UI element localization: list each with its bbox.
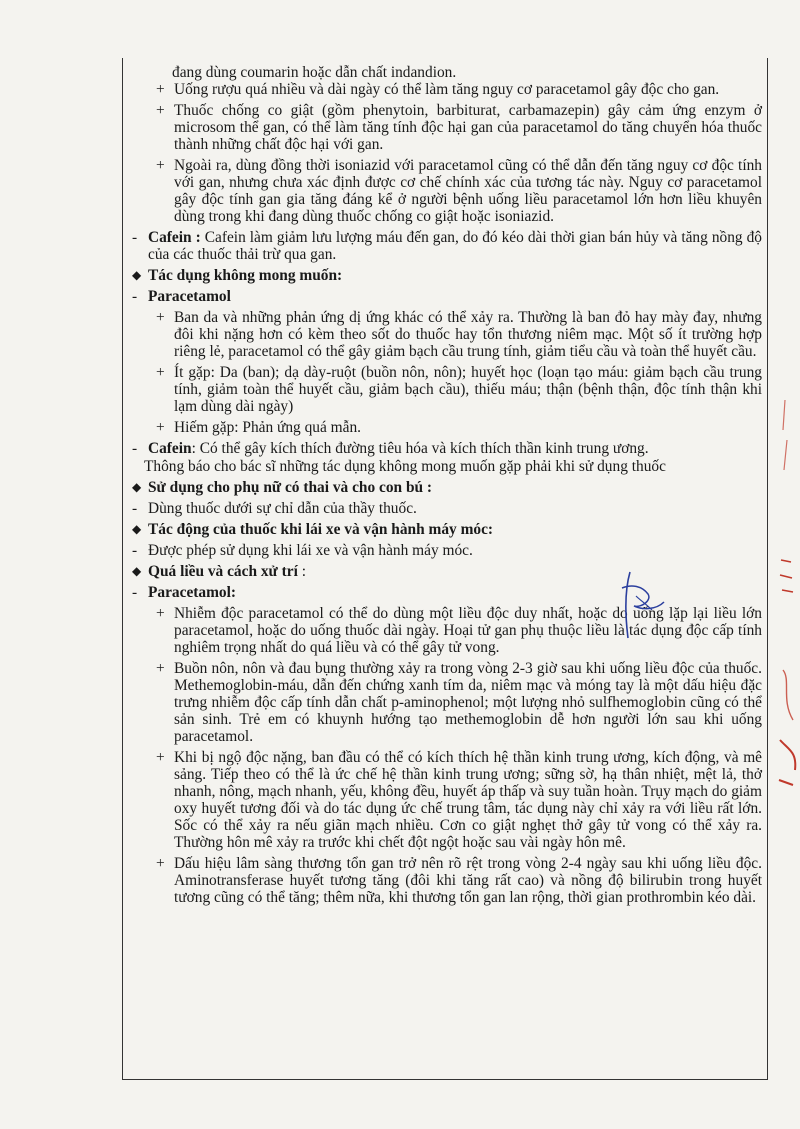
signature-icon (612, 566, 672, 642)
diamond-bullet-icon: ◆ (132, 564, 142, 578)
notice-text: Thông báo cho bác sĩ những tác dụng không mong muốn gặp phải khi sử dụng thuốc (144, 458, 666, 475)
list-item: + Buồn nôn, nôn và đau bụng thường xảy ra trong vòng 2-3 giờ sau khi uống liều độc của thuốc. Methemoglobin-máu, dẫn đến chứng xanh tím da, niêm mạc và móng tay là một dấu hiệu đặc trưng nhiễm độc cấp tính dẫn chất p-aminophenol; một lượng nhỏ sulfhemoglobin cũng có thể sản sinh. Trẻ em có khuynh hướng tạo methemoglobin dễ hơn người lớn sau khi uống paracetamol. (156, 660, 762, 745)
section-heading-pregnancy: ◆ Sử dụng cho phụ nữ có thai và cho con bú : (132, 479, 433, 496)
pregnancy-text: - Dùng thuốc dưới sự chỉ dẫn của thầy thuốc. (132, 500, 417, 517)
cafein-interaction: - Cafein : Cafein làm giảm lưu lượng máu đến gan, do đó kéo dài thời gian bán hủy và tăng nồng độ của các thuốc thải trừ qua gan. (132, 229, 762, 263)
list-item: + Ban da và những phản ứng dị ứng khác có thể xảy ra. Thường là ban đỏ hay mày đay, nhưng đôi khi nặng hơn có kèm theo sốt do thuốc hay tổn thương niêm mạc. Một số ít trường hợp riêng lẻ, paracetamol có thể gây giảm bạch cầu trung tính, giảm tiểu cầu và toàn thể huyết cầu. (156, 309, 762, 360)
list-item: + Thuốc chống co giật (gồm phenytoin, barbiturat, carbamazepin) gây cảm ứng enzym ở microsom thể gan, có thể làm tăng tính độc hại gan của paracetamol do tăng chuyển hóa thuốc thành những chất độc hại với gan. (156, 102, 762, 153)
list-item: + Dấu hiệu lâm sàng thương tổn gan trở nên rõ rệt trong vòng 2-4 ngày sau khi uống liều độc. Aminotransferase huyết tương tăng (đôi khi tăng rất cao) và nồng độ bilirubin trong huyết tương cũng có thể tăng; thêm nữa, khi thương tổn gan lan rộng, thời gian prothrombin kéo dài. (156, 855, 762, 906)
list-item: + Ít gặp: Da (ban); dạ dày-ruột (buồn nôn, nôn); huyết học (loạn tạo máu: giảm bạch cầu trung tính, giảm toàn thể huyết cầu, giảm bạch cầu), thiếu máu; thận (bệnh thận, độc tính thận khi lạm dùng dài ngày) (156, 364, 762, 415)
diamond-bullet-icon: ◆ (132, 268, 142, 282)
subheading-paracetamol-overdose: - Paracetamol: (132, 584, 237, 601)
diamond-bullet-icon: ◆ (132, 522, 142, 536)
list-item: + Khi bị ngộ độc nặng, ban đầu có thể có kích thích hệ thần kinh trung ương, kích động, và mê sảng. Tiếp theo có thể là ức chế hệ thần kinh trung ương; sững sờ, hạ thân nhiệt, mệt lả, thở nhanh, nông, mạch nhanh, yếu, không đều, huyết áp thấp và suy tuần hoàn. Trụy mạch do giảm oxy huyết tương đối và do tác dụng ức chế trung tâm, tác dụng này chỉ xảy ra với liều rất lớn. Sốc có thể xảy ra nếu giãn mạch nhiều. Cơn co giật nghẹt thở gây tử vong có thể xảy ra. Thường hôn mê xảy ra trước khi chết đột ngột hoặc sau vài ngày hôn mê. (156, 749, 762, 851)
section-heading-overdose: ◆ Quá liều và cách xử trí : (132, 563, 307, 580)
red-stamp-mark-icon (777, 400, 800, 820)
list-item: + Uống rượu quá nhiều và dài ngày có thể làm tăng nguy cơ paracetamol gây độc cho gan. (156, 81, 720, 98)
continued-text: đang dùng coumarin hoặc dẫn chất indandion. (172, 64, 457, 81)
subheading-paracetamol: - Paracetamol (132, 288, 231, 305)
section-heading-driving: ◆ Tác động của thuốc khi lái xe và vận hành máy móc: (132, 521, 494, 538)
diamond-bullet-icon: ◆ (132, 480, 142, 494)
cafein-adverse: - Cafein: Có thể gây kích thích đường tiêu hóa và kích thích thần kinh trung ương. (132, 440, 649, 457)
list-item: + Nhiễm độc paracetamol có thể do dùng một liều độc duy nhất, hoặc do uống lặp lại liều lớn paracetamol, hoặc do uống thuốc dài ngày. Hoại tử gan phụ thuộc liều là tác dụng độc cấp tính nghiêm trọng nhất do quá liều và có thể gây tử vong. (156, 605, 762, 656)
section-heading-adverse: ◆ Tác dụng không mong muốn: (132, 267, 343, 284)
document-body (132, 64, 762, 910)
list-item: + Hiếm gặp: Phản ứng quá mẫn. (156, 419, 362, 436)
list-item: + Ngoài ra, dùng đồng thời isoniazid với paracetamol cũng có thể dẫn đến tăng nguy cơ độc tính với gan, nhưng chưa xác định được cơ chế chính xác của tương tác này. Nguy cơ paracetamol gây độc tính gan gia tăng đáng kể ở người bệnh uống liều paracetamol lớn hơn liều khuyên dùng trong khi đang dùng thuốc chống co giật hoặc isoniazid. (156, 157, 762, 225)
driving-text: - Được phép sử dụng khi lái xe và vận hành máy móc. (132, 542, 473, 559)
